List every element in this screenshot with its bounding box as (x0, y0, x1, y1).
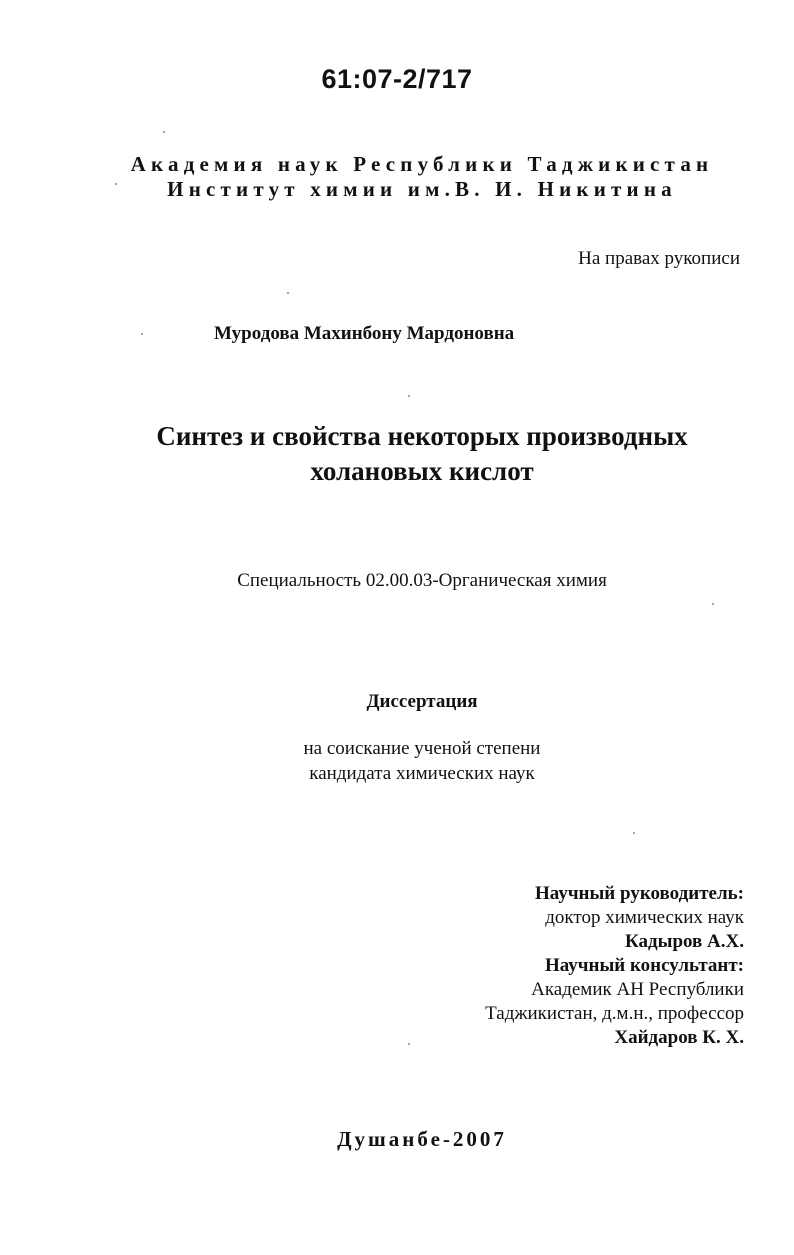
scan-speck (163, 131, 165, 133)
consultant-heading: Научный консультант: (544, 955, 744, 976)
scan-speck (712, 603, 714, 605)
scan-speck (141, 333, 143, 335)
scan-speck (115, 183, 117, 185)
institute-name: Институт химии им.В. И. Никитина (167, 177, 677, 201)
thesis-title-line-1: Синтез и свойства некоторых производных (156, 421, 688, 451)
scan-speck (287, 292, 289, 294)
document-type: Диссертация (366, 691, 478, 712)
manuscript-note: На правах рукописи (578, 248, 740, 269)
scan-speck (408, 395, 410, 397)
degree-line-1: на соискание ученой степени (303, 738, 541, 759)
advisors-block (485, 882, 744, 1050)
supervisor-title: доктор химических наук (545, 907, 744, 928)
consultant-title-line-1: Академик АН Республики (531, 979, 744, 1000)
place-and-year: Душанбе-2007 (337, 1127, 507, 1151)
scan-speck (408, 1043, 410, 1045)
consultant-name: Хайдаров К. Х. (614, 1027, 744, 1048)
catalog-number: 61:07-2/717 (321, 64, 473, 94)
consultant-title-line-2: Таджикистан, д.м.н., профессор (485, 1003, 744, 1024)
supervisor-name: Кадыров А.Х. (624, 931, 744, 952)
academy-name: Академия наук Республики Таджикистан (130, 152, 714, 176)
author-name: Муродова Махинбону Мардоновна (214, 323, 515, 344)
scan-speck (633, 832, 635, 834)
thesis-title-line-2: холановых кислот (310, 456, 534, 486)
specialty: Специальность 02.00.03-Органическая химия (237, 570, 607, 591)
degree-line-2: кандидата химических наук (309, 763, 535, 784)
supervisor-heading: Научный руководитель: (535, 883, 744, 904)
